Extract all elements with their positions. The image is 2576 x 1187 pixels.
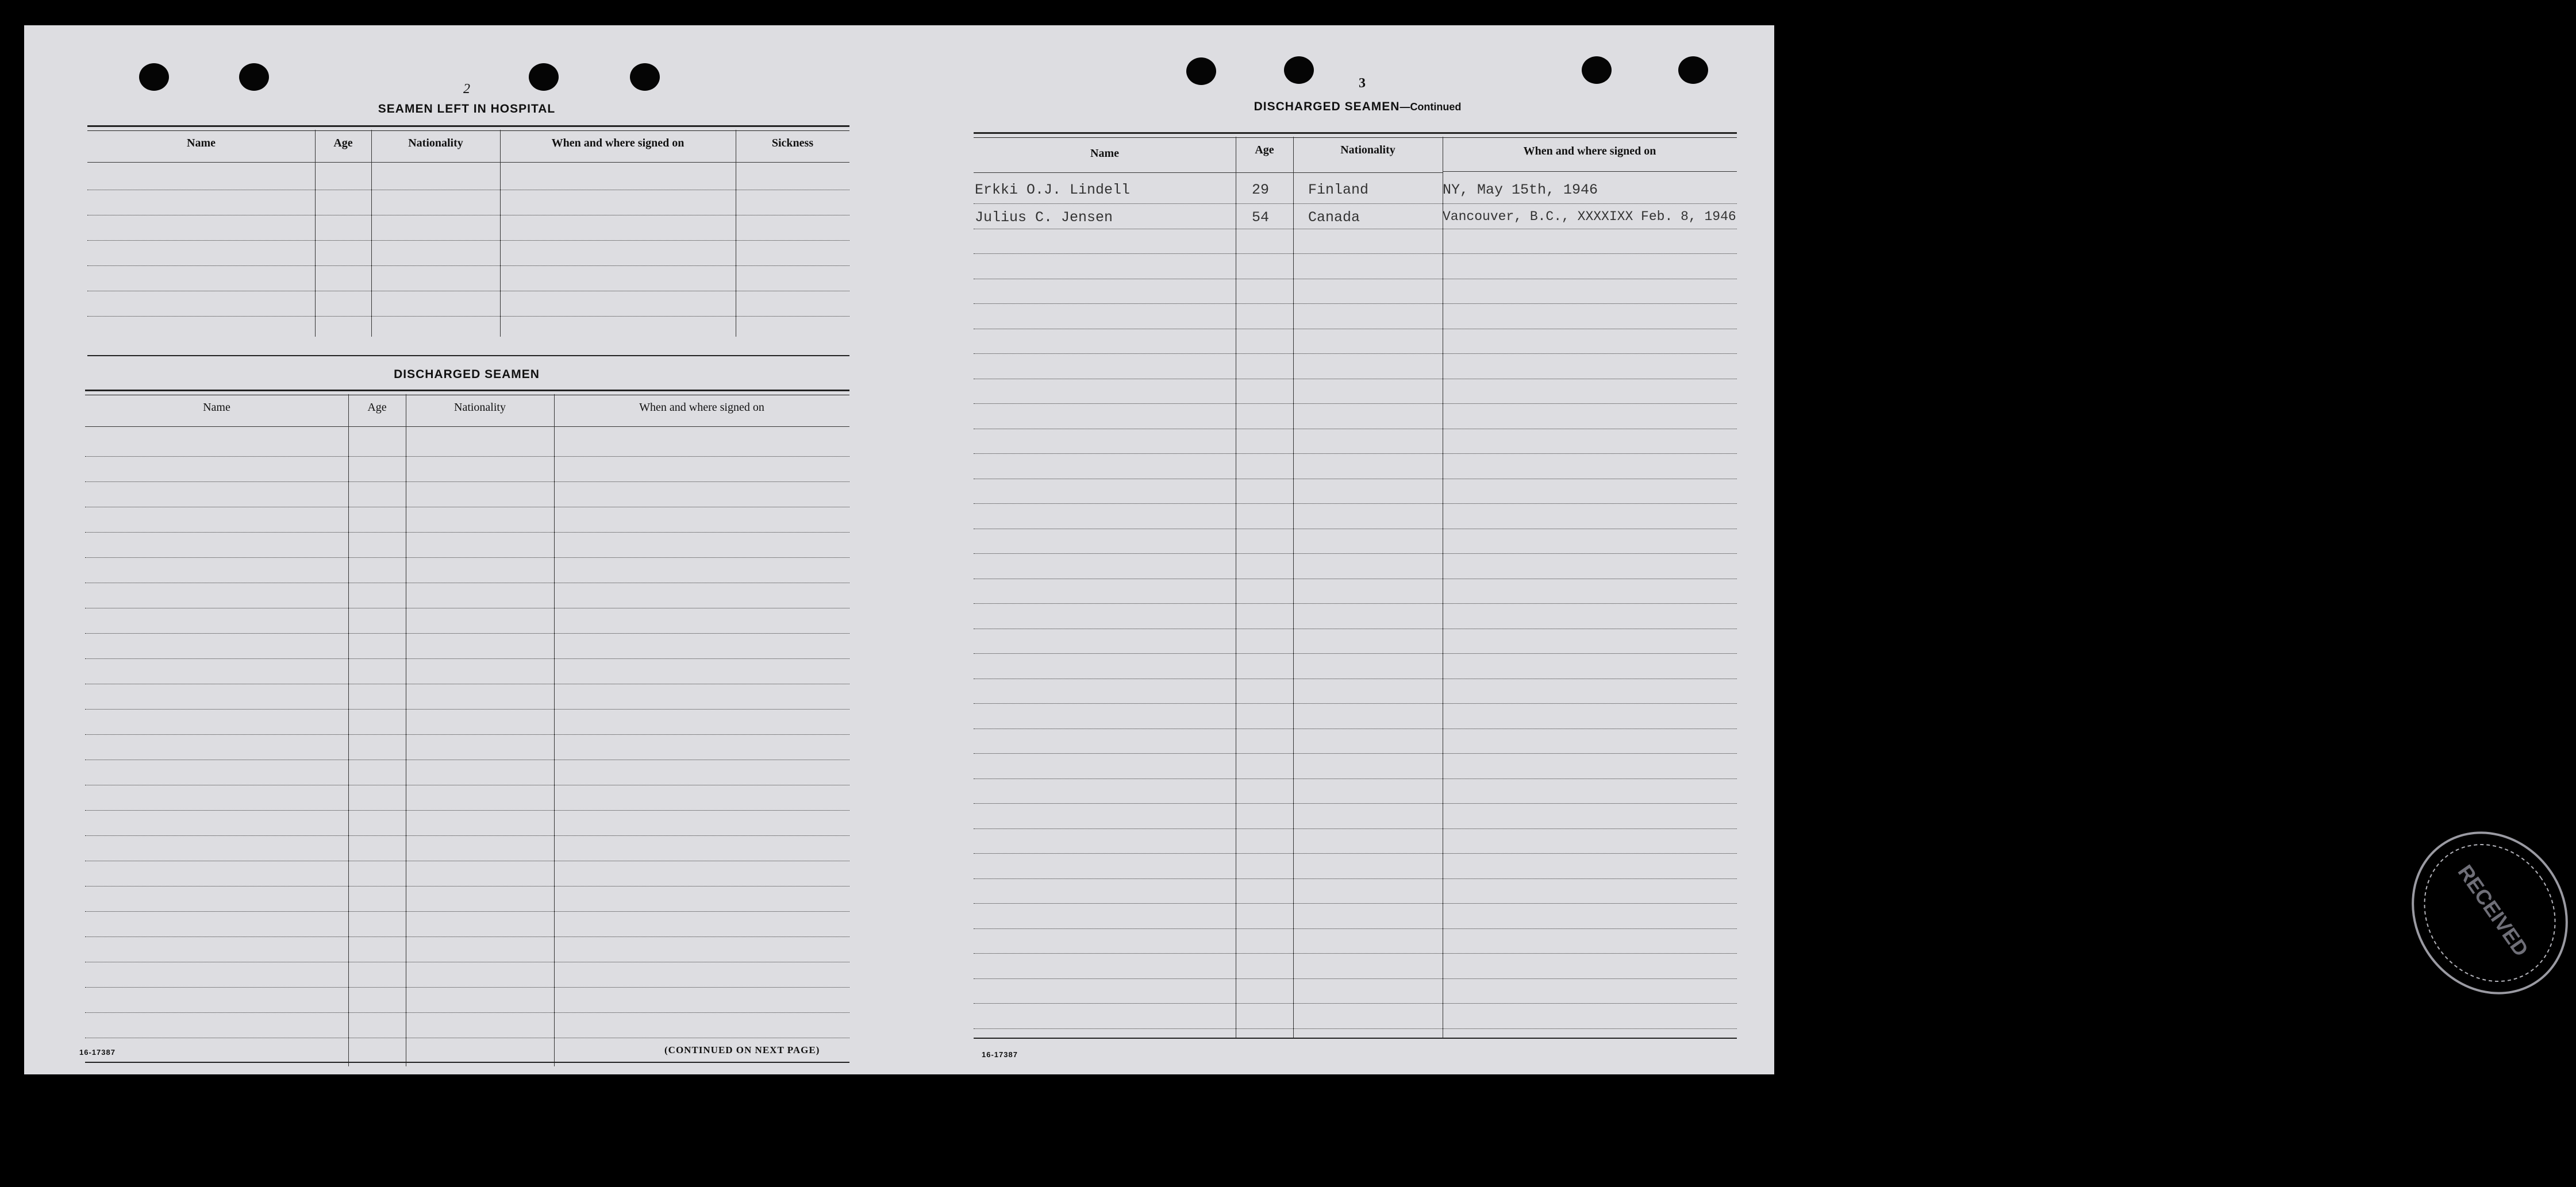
col-nationality: Nationality bbox=[1340, 144, 1395, 156]
form-number: 16-17387 bbox=[79, 1048, 116, 1057]
ruled-line bbox=[974, 403, 1737, 404]
entry-nationality: Canada bbox=[1308, 209, 1360, 226]
title-main: DISCHARGED SEAMEN bbox=[1254, 100, 1400, 113]
punch-hole bbox=[1186, 57, 1216, 85]
title-suffix: —Continued bbox=[1400, 101, 1462, 113]
ruled-line bbox=[974, 453, 1737, 454]
ruled-line bbox=[85, 734, 849, 735]
ruled-line bbox=[974, 828, 1737, 829]
col-name: Name bbox=[1090, 147, 1119, 160]
punch-hole bbox=[239, 63, 269, 91]
ruled-line bbox=[974, 978, 1737, 979]
discharged-col-signed-on: When and where signed on bbox=[639, 401, 764, 414]
ruled-line bbox=[974, 903, 1737, 904]
hospital-col-age: Age bbox=[333, 137, 353, 149]
punch-hole bbox=[630, 63, 660, 91]
ruled-line bbox=[85, 557, 849, 558]
hospital-col-nationality: Nationality bbox=[408, 137, 463, 149]
ruled-line bbox=[974, 353, 1737, 354]
ruled-line bbox=[85, 810, 849, 811]
ruled-line bbox=[974, 253, 1737, 254]
ruled-line bbox=[974, 753, 1737, 754]
ruled-line bbox=[974, 653, 1737, 654]
ruled-line bbox=[974, 203, 1737, 204]
entry-age: 29 bbox=[1252, 182, 1270, 198]
ruled-line bbox=[974, 803, 1737, 804]
entry-nationality: Finland bbox=[1308, 182, 1369, 198]
punch-hole bbox=[1284, 56, 1314, 84]
ruled-line bbox=[85, 1012, 849, 1013]
ruled-line bbox=[974, 603, 1737, 604]
ruled-line bbox=[85, 709, 849, 710]
entry-name: Julius C. Jensen bbox=[975, 209, 1113, 226]
hospital-col-name: Name bbox=[187, 137, 216, 149]
ruled-line bbox=[85, 987, 849, 988]
continued-note: (CONTINUED ON NEXT PAGE) bbox=[664, 1045, 820, 1055]
ruled-line bbox=[974, 853, 1737, 854]
page-number: 3 bbox=[1359, 76, 1366, 91]
stamp-text: RECEIVED bbox=[2453, 860, 2533, 961]
ruled-line bbox=[974, 503, 1737, 504]
hospital-col-sickness: Sickness bbox=[771, 137, 814, 149]
ruled-line bbox=[85, 633, 849, 634]
ruled-line bbox=[974, 953, 1737, 954]
right-page bbox=[898, 25, 2533, 1074]
ruled-line bbox=[85, 456, 849, 457]
hospital-section-title: SEAMEN LEFT IN HOSPITAL bbox=[378, 102, 556, 115]
form-number: 16-17387 bbox=[982, 1050, 1018, 1059]
ruled-line bbox=[974, 703, 1737, 704]
ruled-line bbox=[974, 928, 1737, 929]
discharged-table bbox=[85, 390, 849, 1067]
discharged-col-age: Age bbox=[367, 401, 387, 414]
ruled-line bbox=[85, 911, 849, 912]
ruled-line bbox=[85, 532, 849, 533]
discharged-section-title: DISCHARGED SEAMEN bbox=[394, 368, 540, 381]
discharged-continued-title bbox=[1174, 100, 1541, 114]
entry-signed-on: NY, May 15th, 1946 bbox=[1443, 182, 1598, 198]
ruled-line bbox=[85, 835, 849, 836]
entry-age: 54 bbox=[1252, 209, 1270, 226]
ruled-line bbox=[85, 658, 849, 659]
hospital-table bbox=[87, 125, 849, 361]
ruled-line bbox=[974, 553, 1737, 554]
received-stamp bbox=[2404, 818, 2576, 1008]
col-age: Age bbox=[1255, 144, 1274, 156]
page-number: 2 bbox=[463, 82, 470, 97]
discharged-col-nationality: Nationality bbox=[454, 401, 506, 414]
left-page bbox=[24, 25, 898, 1074]
punch-hole bbox=[1582, 56, 1612, 84]
ruled-line bbox=[974, 1003, 1737, 1004]
col-signed-on: When and where signed on bbox=[1523, 145, 1656, 157]
ruled-line bbox=[974, 1028, 1737, 1029]
ruled-line bbox=[974, 303, 1737, 304]
punch-hole bbox=[1678, 56, 1708, 84]
ruled-line bbox=[974, 878, 1737, 879]
entry-name: Erkki O.J. Lindell bbox=[975, 182, 1131, 198]
ruled-line bbox=[85, 481, 849, 482]
scanned-document bbox=[24, 25, 2533, 1074]
punch-hole bbox=[529, 63, 559, 91]
discharged-col-name: Name bbox=[203, 401, 230, 414]
discharged-continued-table bbox=[974, 132, 1737, 1069]
hospital-col-signed-on: When and where signed on bbox=[551, 137, 685, 149]
entry-signed-on: Vancouver, B.C., XXXXIXX Feb. 8, 1946 bbox=[1443, 209, 1736, 224]
punch-hole bbox=[139, 63, 169, 91]
ruled-line bbox=[85, 886, 849, 887]
